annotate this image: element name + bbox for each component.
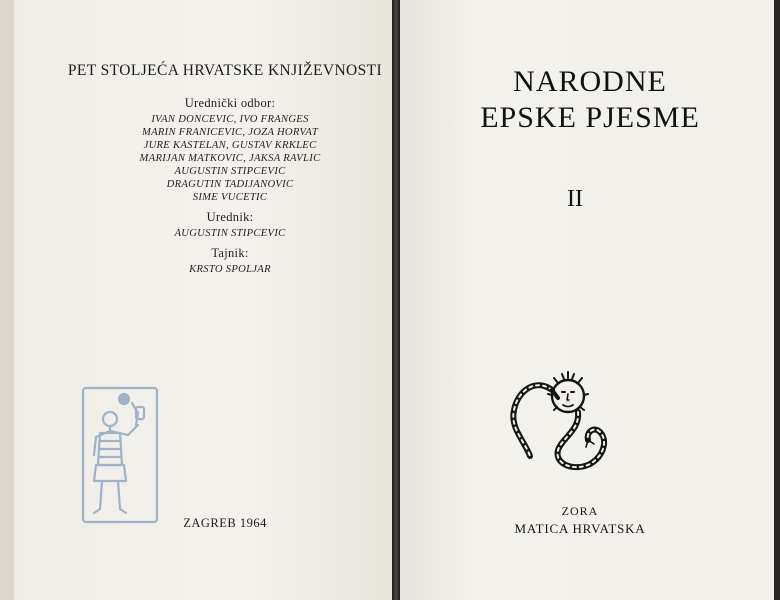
credits-block [100, 96, 360, 282]
secretary-label: Tajnik: [211, 246, 249, 260]
board-member: JURE KASTELAN, GUSTAV KRKLEC [143, 140, 317, 151]
publisher-imprint: ZORA [561, 504, 599, 518]
publisher-name: MATICA HRVATSKA [514, 521, 646, 536]
series-title: PET STOLJEĆA HRVATSKE KNJIŽEVNOSTI [67, 62, 383, 79]
book-title-line: EPSKE PJESME [480, 101, 700, 134]
serpent-emblem-icon [508, 360, 620, 475]
editorial-board-list [100, 113, 360, 204]
editorial-board-label: Urednički odbor: [184, 96, 276, 110]
board-member: MARIN FRANICEVIC, JOZA HORVAT [141, 127, 319, 138]
board-member: DRAGUTIN TADIJANOVIC [166, 179, 294, 190]
secretary-name: KRSTO SPOLJAR [189, 264, 271, 275]
board-member: AUGUSTIN STIPCEVIC [174, 166, 286, 177]
editor-name: AUGUSTIN STIPCEVIC [174, 228, 286, 239]
volume-number: II [567, 186, 583, 212]
board-member: SIME VUCETIC [192, 192, 268, 203]
book-gutter [392, 0, 400, 600]
board-member: MARIJAN MATKOVIC, JAKSA RAVLIC [139, 153, 321, 164]
book-title [400, 64, 780, 136]
figure-stamp-icon [80, 385, 160, 525]
publisher-block [480, 503, 680, 537]
place-year: ZAGREB 1964 [183, 516, 267, 530]
book-title-line: NARODNE [513, 65, 667, 98]
board-member: IVAN DONCEVIC, IVO FRANGES [151, 114, 309, 125]
editor-label: Urednik: [206, 210, 254, 224]
